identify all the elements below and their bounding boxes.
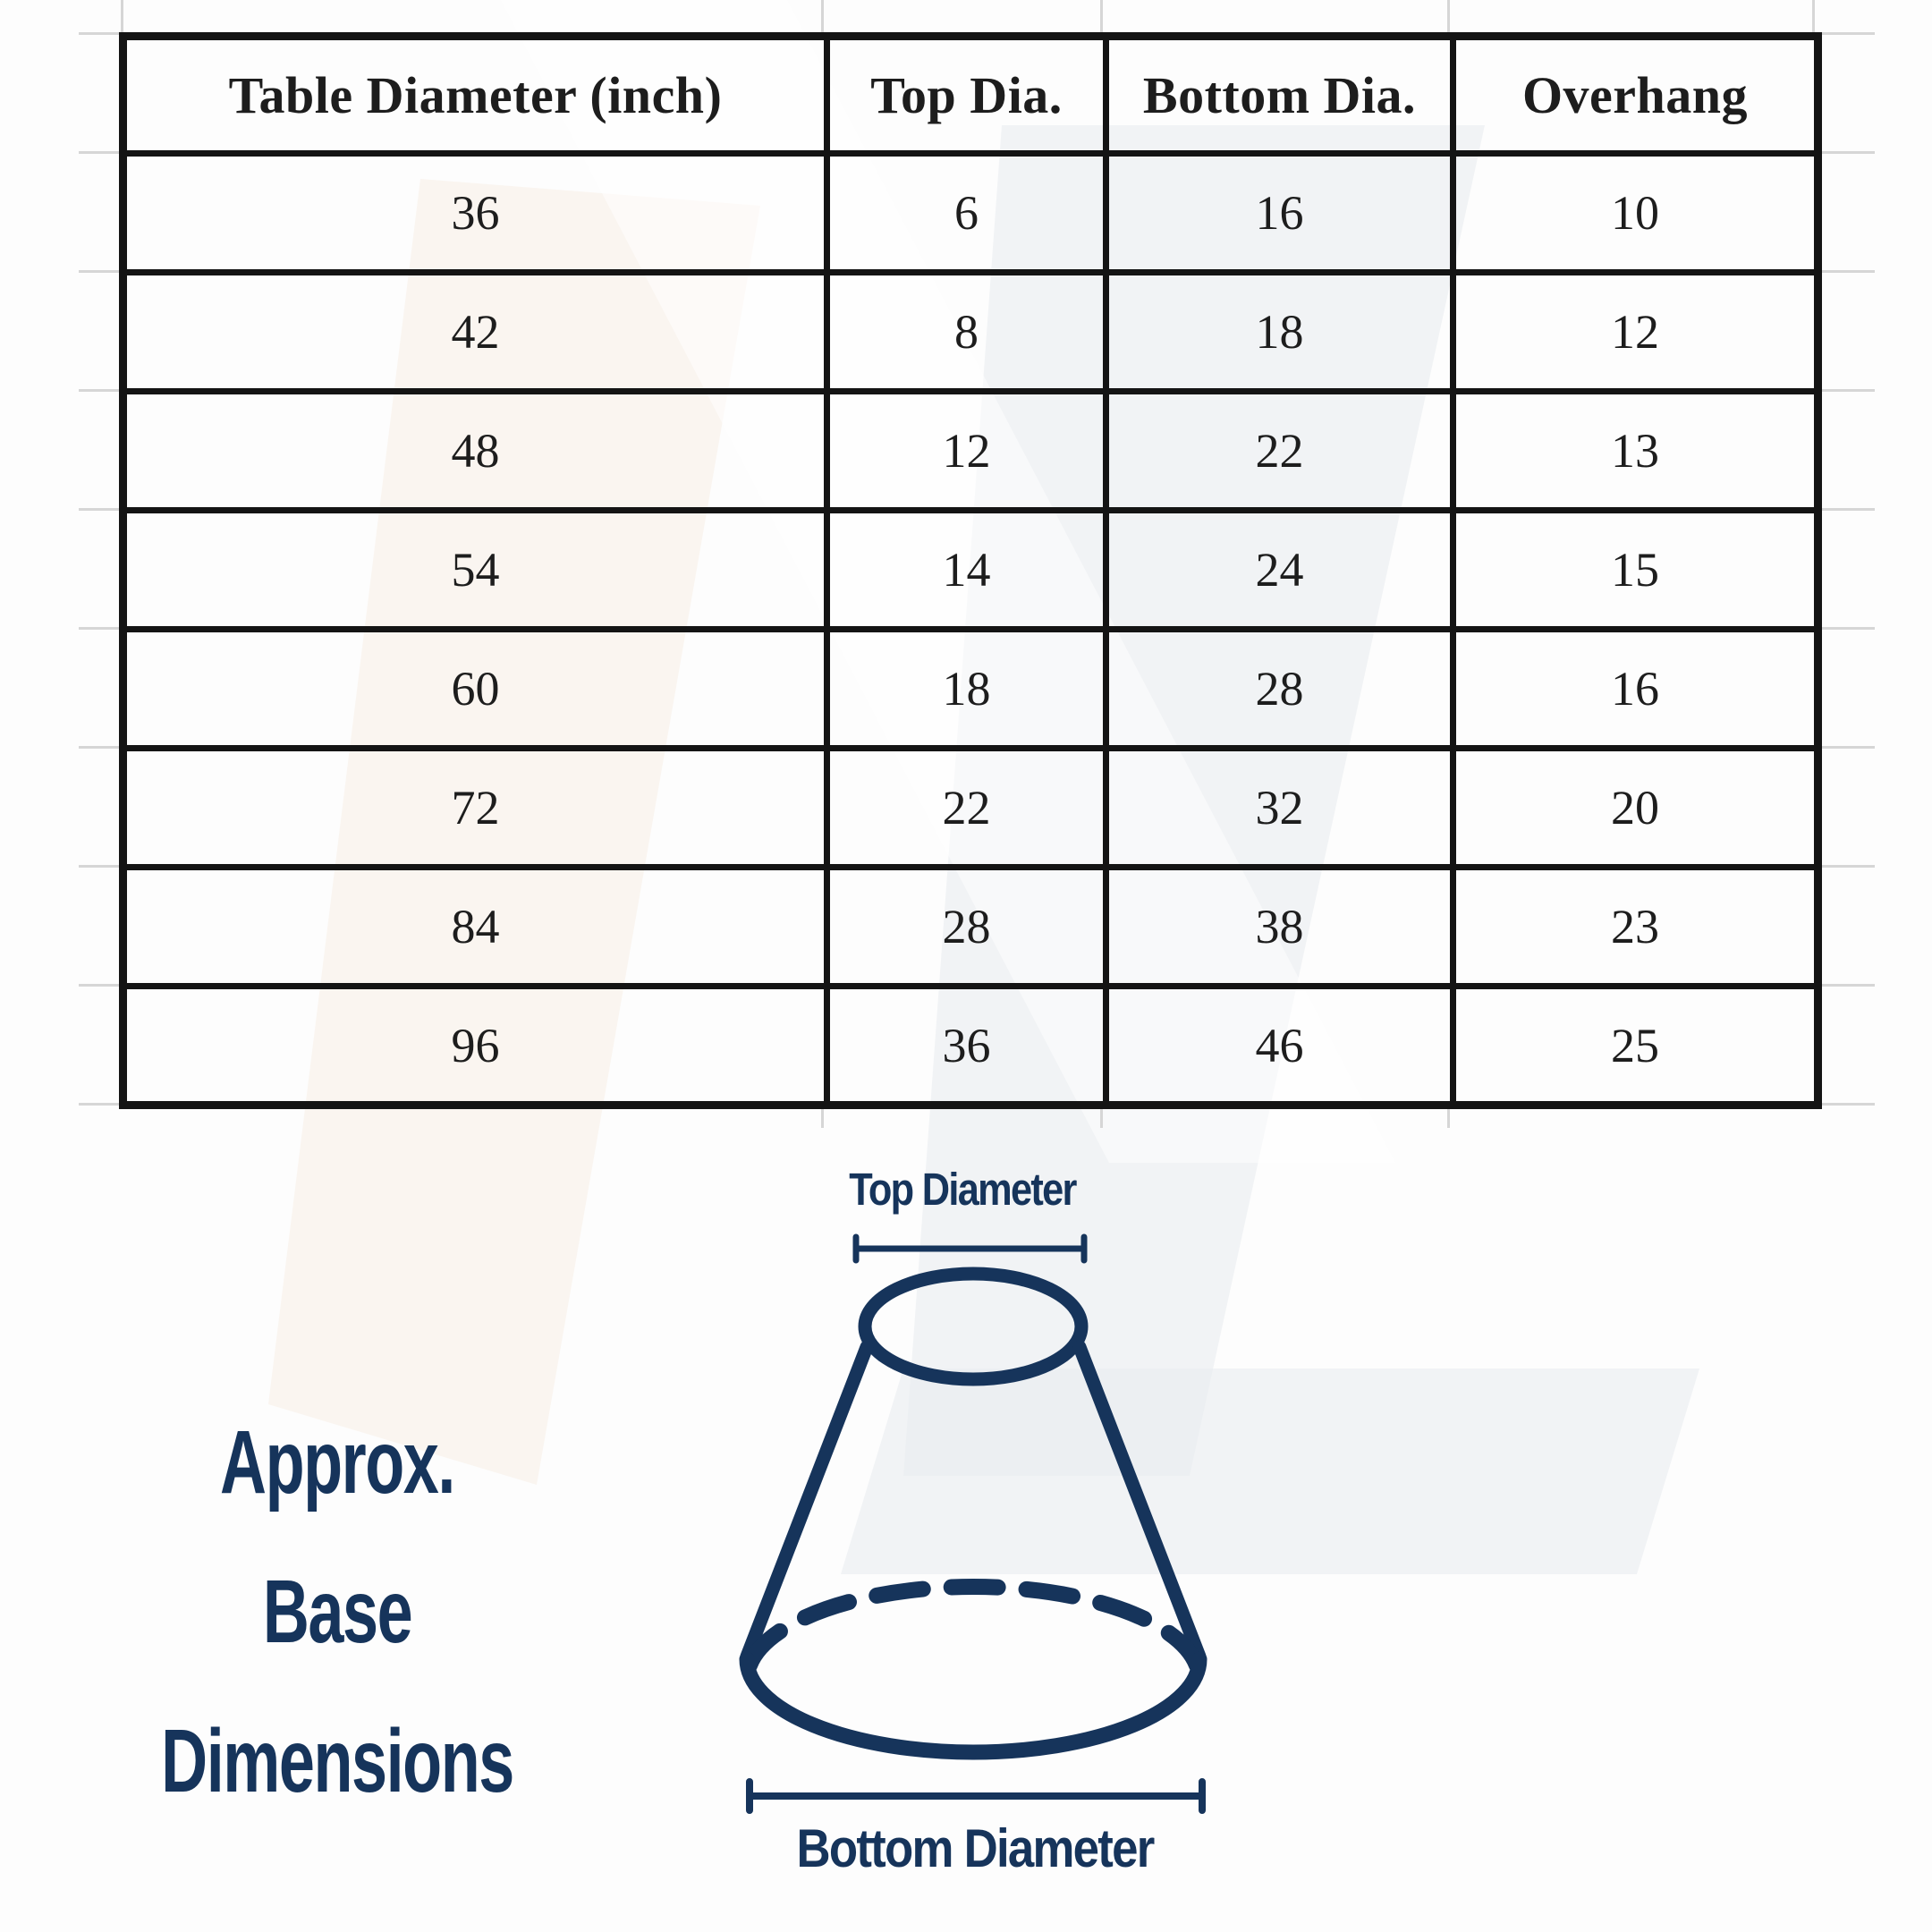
- table-cell: 8: [827, 273, 1106, 392]
- table-cell: 13: [1453, 392, 1818, 511]
- table-cell: 54: [123, 511, 827, 630]
- table-cell: 48: [123, 392, 827, 511]
- bottom-ellipse-back-dashed: [750, 1587, 1197, 1665]
- table-cell: 14: [827, 511, 1106, 630]
- table-cell: 22: [1106, 392, 1453, 511]
- table-cell: 36: [123, 154, 827, 273]
- table-cell: 20: [1453, 749, 1818, 868]
- caption-line-2: Dimensions: [161, 1711, 513, 1811]
- table-cell: 16: [1453, 630, 1818, 749]
- table-cell: 28: [827, 868, 1106, 987]
- table-cell: 23: [1453, 868, 1818, 987]
- table-cell: 96: [123, 987, 827, 1106]
- column-header: Bottom Dia.: [1106, 37, 1453, 154]
- table-cell: 38: [1106, 868, 1453, 987]
- diagram-caption: [69, 1388, 606, 1836]
- table-cell: 46: [1106, 987, 1453, 1106]
- column-header: Overhang: [1453, 37, 1818, 154]
- table-cell: 72: [123, 749, 827, 868]
- table-cell: 36: [827, 987, 1106, 1106]
- table-cell: 25: [1453, 987, 1818, 1106]
- table-cell: 12: [1453, 273, 1818, 392]
- bottom-measure-line: [750, 1782, 1202, 1810]
- table-cell: 10: [1453, 154, 1818, 273]
- table-cell: 16: [1106, 154, 1453, 273]
- table-cell: 15: [1453, 511, 1818, 630]
- top-measure-line: [856, 1237, 1084, 1260]
- table-cell: 12: [827, 392, 1106, 511]
- bottom-ellipse-front: [747, 1659, 1199, 1752]
- table-cell: 60: [123, 630, 827, 749]
- table-cell: 24: [1106, 511, 1453, 630]
- top-ellipse: [865, 1274, 1081, 1379]
- table-cell: 18: [827, 630, 1106, 749]
- table-cell: 32: [1106, 749, 1453, 868]
- table-cell: 6: [827, 154, 1106, 273]
- column-header: Top Dia.: [827, 37, 1106, 154]
- table-cell: 22: [827, 749, 1106, 868]
- table-cell: 42: [123, 273, 827, 392]
- caption-line-1: Approx. Base: [220, 1412, 454, 1662]
- table-cell: 18: [1106, 273, 1453, 392]
- bottom-diameter-label: Bottom Diameter: [796, 1818, 1154, 1878]
- table-cell: 28: [1106, 630, 1453, 749]
- top-diameter-label: Top Diameter: [849, 1164, 1076, 1215]
- column-header: Table Diameter (inch): [123, 37, 827, 154]
- table-cell: 84: [123, 868, 827, 987]
